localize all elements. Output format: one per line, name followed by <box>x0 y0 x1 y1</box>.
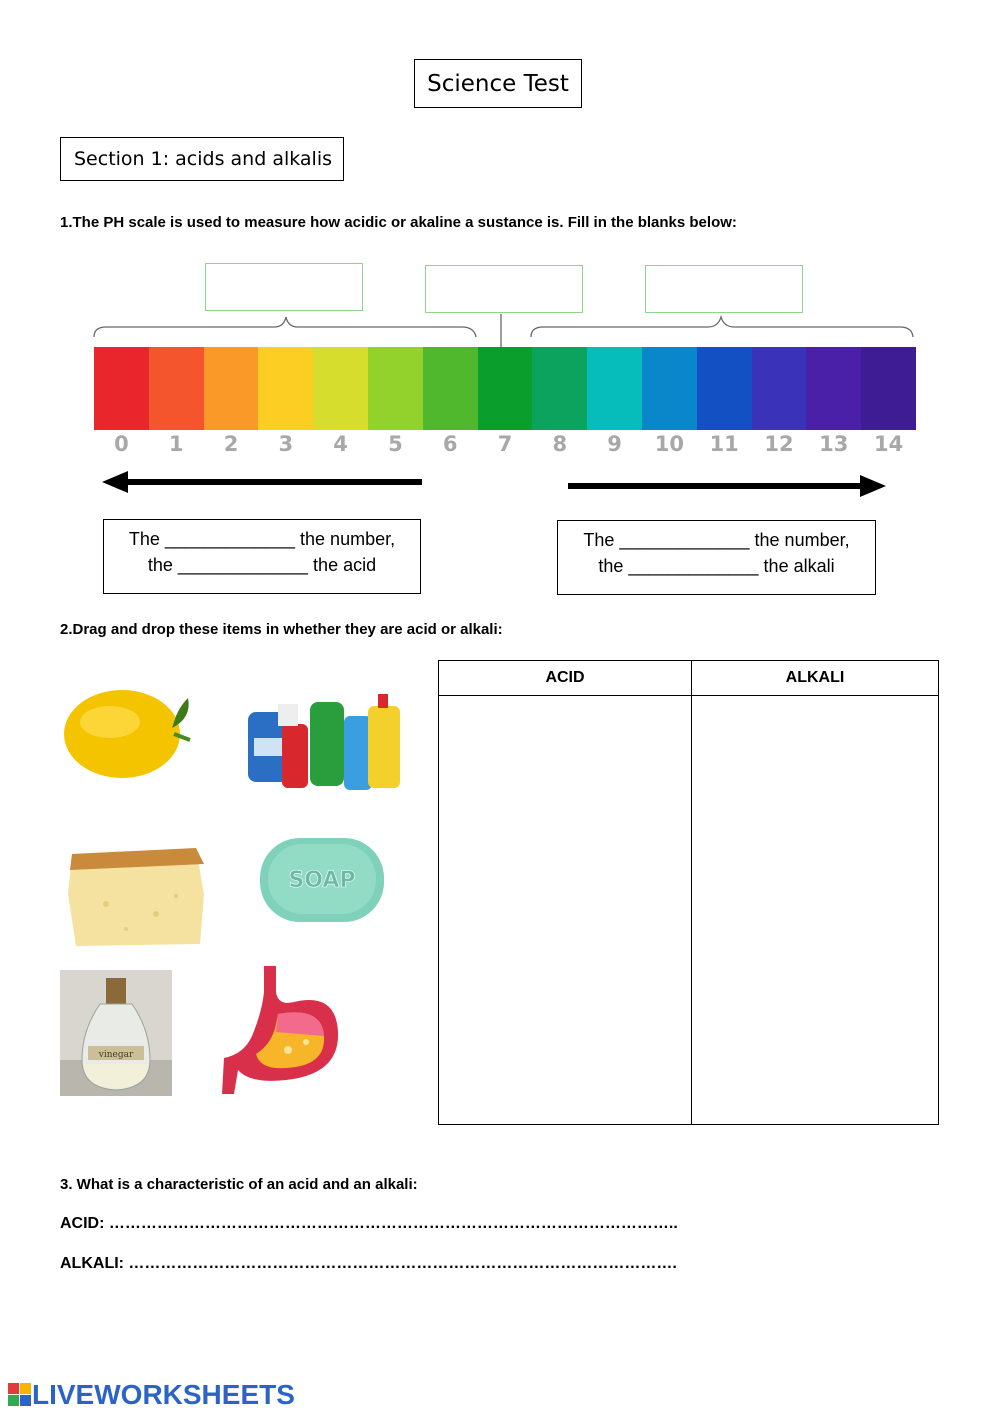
vinegar-image[interactable] <box>60 970 172 1096</box>
stomach-image[interactable] <box>216 962 342 1098</box>
ph-number-14: 14 <box>873 432 904 456</box>
ph-number-2: 2 <box>223 432 239 456</box>
arrow-left <box>100 468 430 498</box>
cleaning-products-image[interactable] <box>244 688 404 800</box>
page-title: Science Test <box>414 59 582 108</box>
acid-fill-line-1[interactable]: The _____________ the number, <box>128 529 396 549</box>
question-3-text: 3. What is a characteristic of an acid and an alkali: <box>60 1176 418 1193</box>
arrow-right <box>566 472 890 502</box>
ph-number-0: 0 <box>114 432 129 456</box>
alkali-answer-line[interactable]: ALKALI: …………………………………………………………………………………………. <box>60 1255 677 1272</box>
ph-segment-0 <box>94 347 149 430</box>
acid-fill-box <box>103 519 421 594</box>
ph-color-scale <box>94 347 916 430</box>
section-heading: Section 1: acids and alkalis <box>60 137 344 181</box>
ph-segment-4 <box>313 347 368 430</box>
ph-number-4: 4 <box>333 432 348 456</box>
logo-text: LIVEWORKSHEETS <box>32 1379 295 1410</box>
question-1-text: 1.The PH scale is used to measure how acidic or akaline a sustance is. Fill in the blanks below: <box>60 214 737 231</box>
vinegar-label: vinegar <box>98 1050 134 1060</box>
alkali-column-header: ALKALI <box>692 661 939 696</box>
ph-number-13: 13 <box>819 432 849 456</box>
acid-bracket <box>94 317 476 337</box>
ph-number-3: 3 <box>278 432 294 456</box>
ph-number-10: 10 <box>654 432 684 456</box>
ph-segment-10 <box>642 347 697 430</box>
question-2-text: 2.Drag and drop these items in whether they are acid or alkali: <box>60 621 503 638</box>
acid-column-header: ACID <box>439 661 692 696</box>
acid-drop-zone[interactable] <box>439 696 692 1125</box>
ph-segment-11 <box>697 347 752 430</box>
ph-number-9: 9 <box>607 432 622 456</box>
ph-segment-2 <box>204 347 259 430</box>
soap-image[interactable] <box>256 834 388 926</box>
ph-number-7: 7 <box>497 432 513 456</box>
ph-segment-3 <box>258 347 313 430</box>
neutral-label-input[interactable] <box>425 265 583 313</box>
alkali-label-input[interactable] <box>645 265 803 313</box>
acid-alkali-table <box>438 660 939 1125</box>
scale-brackets <box>88 310 928 350</box>
logo-blocks-icon <box>8 1383 32 1407</box>
ph-segment-9 <box>587 347 642 430</box>
alkali-drop-zone[interactable] <box>692 696 939 1125</box>
ph-number-11: 11 <box>709 432 739 456</box>
lemon-image[interactable] <box>60 678 200 788</box>
ph-number-12: 12 <box>764 432 794 456</box>
ph-segment-1 <box>149 347 204 430</box>
soap-label: SOAP <box>288 868 356 893</box>
ph-segment-6 <box>423 347 478 430</box>
acid-answer-line[interactable]: ACID: …………………………………………………………………………………………….. <box>60 1215 678 1232</box>
alkali-fill-line-2[interactable]: the _____________ the alkali <box>598 556 835 576</box>
cake-image[interactable] <box>66 834 206 949</box>
ph-segment-12 <box>752 347 807 430</box>
ph-segment-8 <box>532 347 587 430</box>
ph-segment-5 <box>368 347 423 430</box>
alkali-fill-line-1[interactable]: The _____________ the number, <box>583 530 850 550</box>
acid-label-input[interactable] <box>205 263 363 311</box>
ph-segment-7 <box>478 347 533 430</box>
ph-number-6: 6 <box>442 432 458 456</box>
alkali-fill-box <box>557 520 876 595</box>
ph-number-1: 1 <box>168 432 184 456</box>
acid-fill-line-2[interactable]: the _____________ the acid <box>147 555 377 575</box>
liveworksheets-logo <box>8 1379 295 1411</box>
alkali-bracket <box>531 317 913 337</box>
ph-segment-14 <box>861 347 916 430</box>
ph-number-8: 8 <box>552 432 568 456</box>
ph-segment-13 <box>806 347 861 430</box>
ph-number-5: 5 <box>388 432 403 456</box>
